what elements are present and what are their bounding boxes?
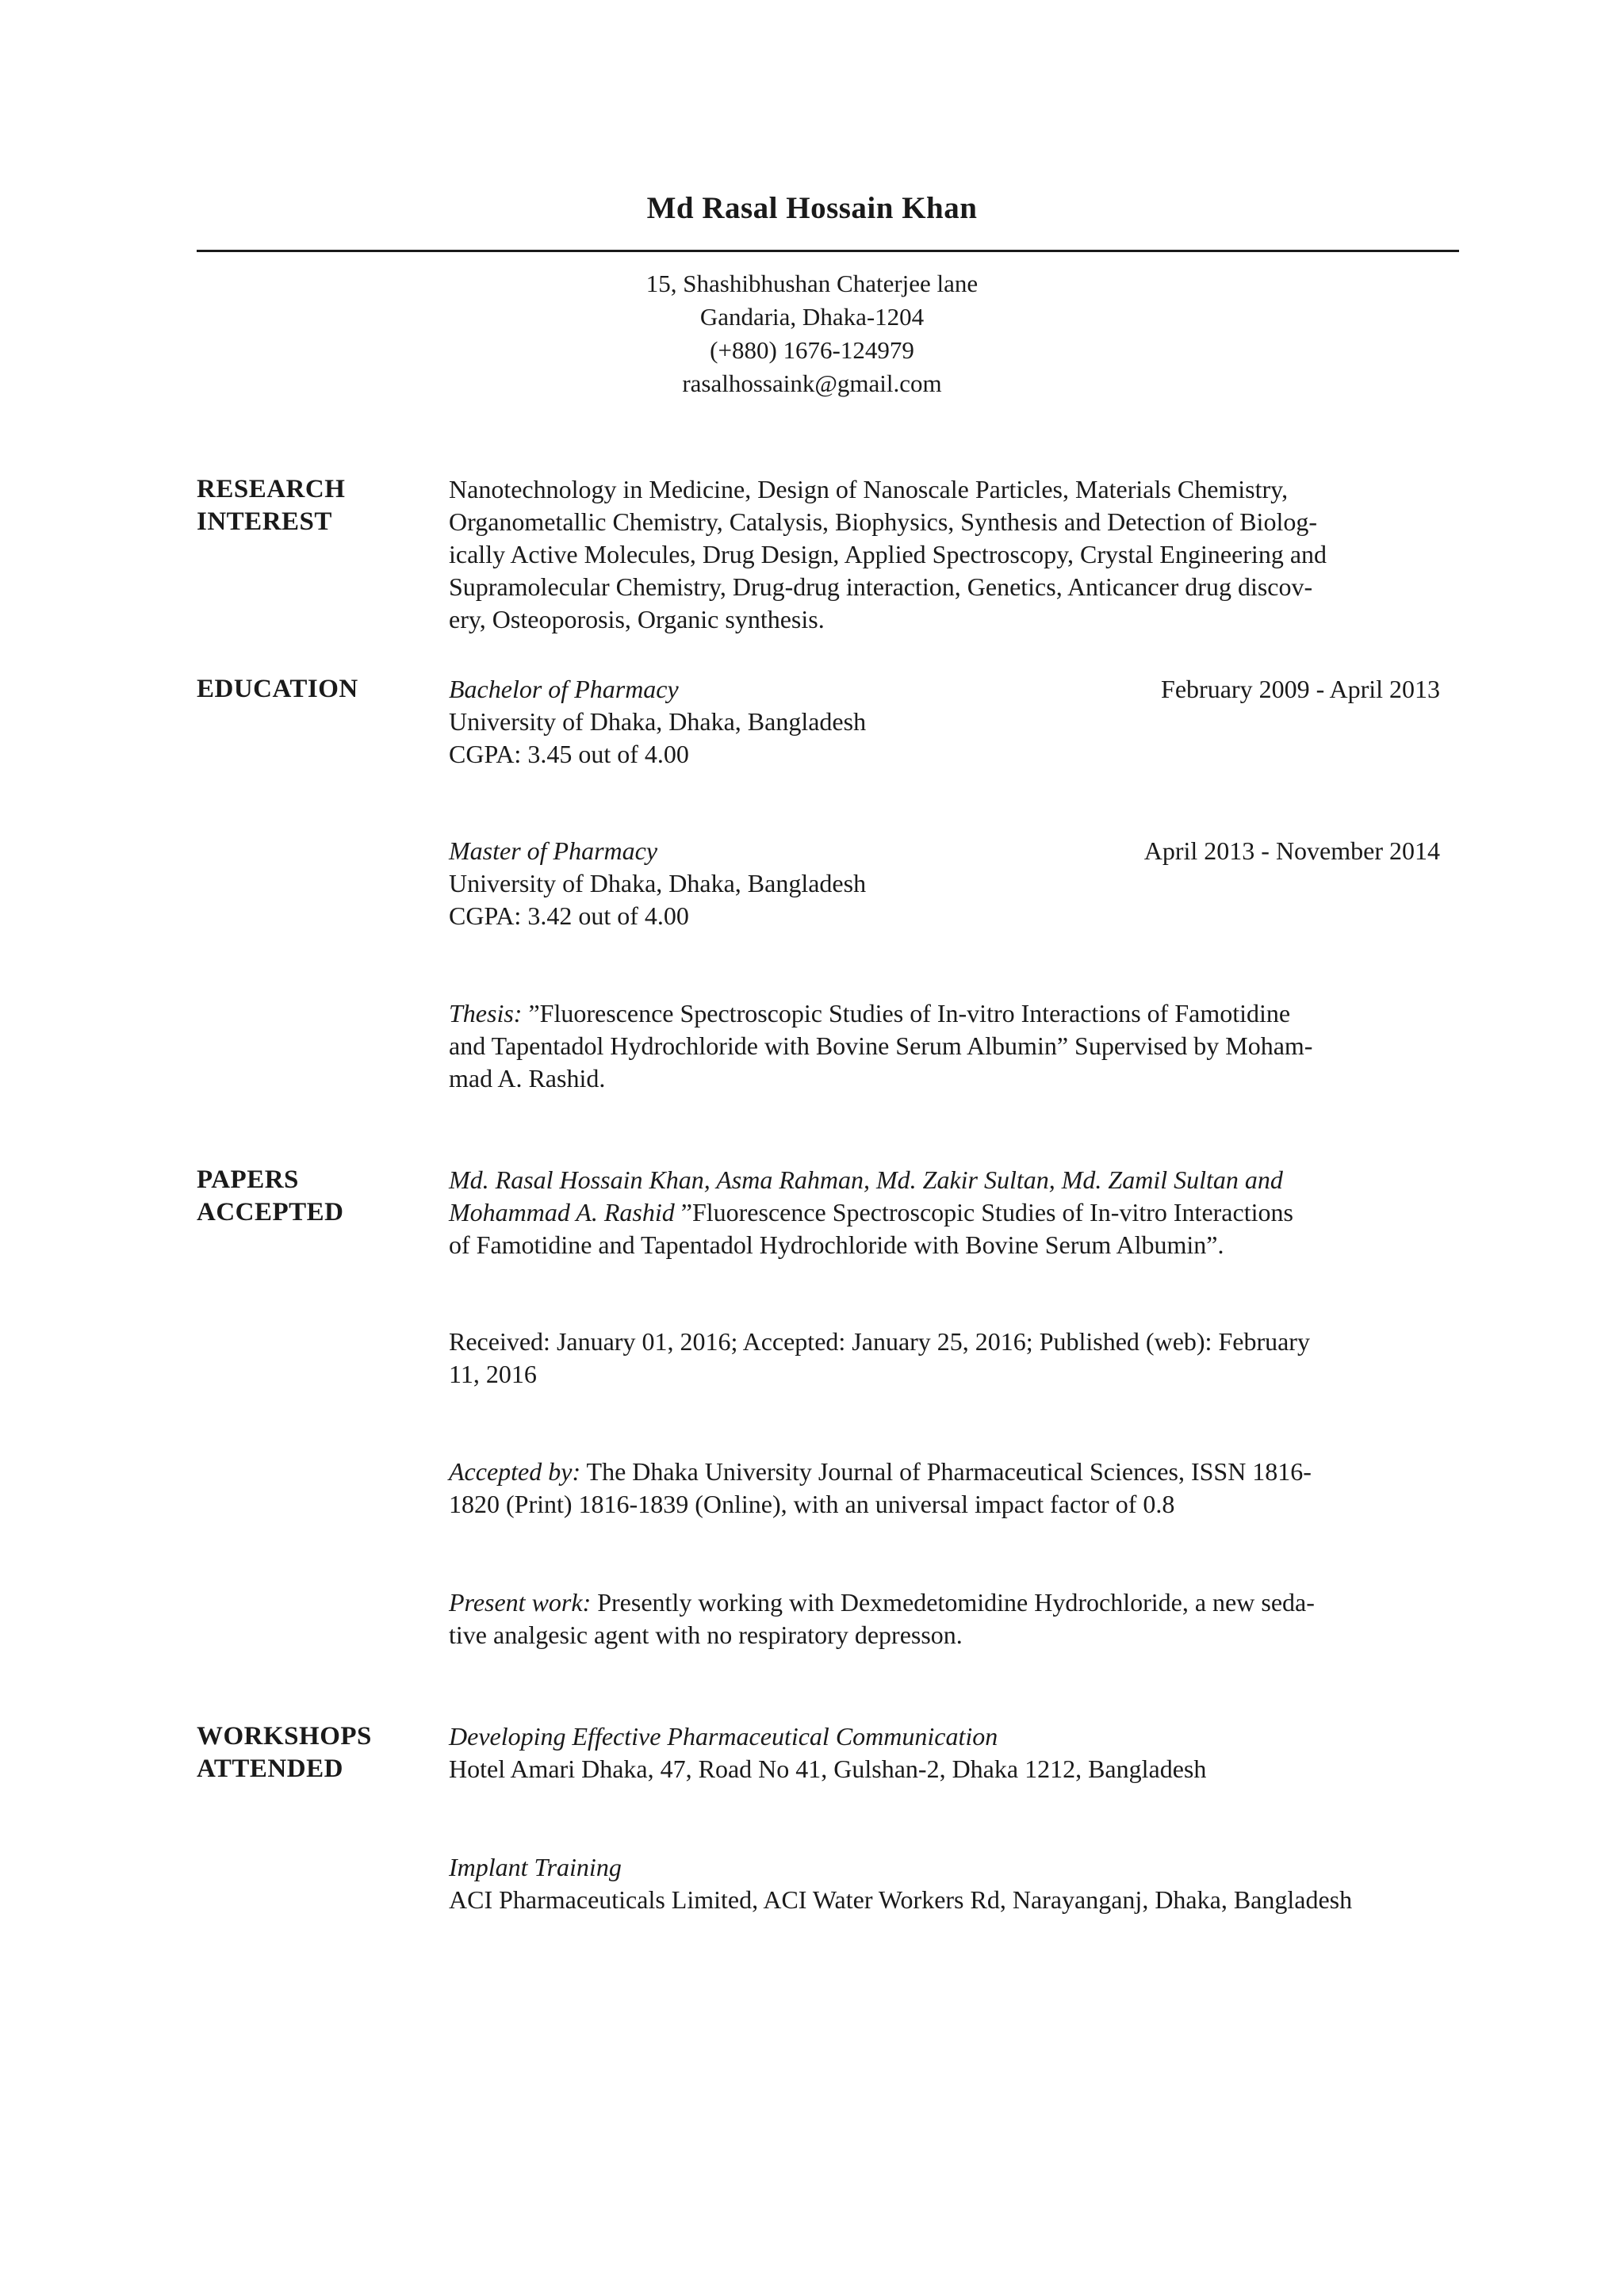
accepted-by-label: Accepted by:: [449, 1457, 581, 1486]
papers-heading-line-2: ACCEPTED: [197, 1198, 344, 1226]
workshop-title: Implant Training: [449, 1853, 622, 1881]
research-line: ically Active Molecules, Drug Design, Applied Spectroscopy, Crystal Engineering and: [449, 540, 1327, 568]
paper-citation: [449, 1164, 1440, 1261]
research-line: Organometallic Chemistry, Catalysis, Biophysics, Synthesis and Detection of Biolog-: [449, 507, 1317, 536]
degree-cgpa: CGPA: 3.42 out of 4.00: [449, 901, 689, 930]
contact-block: [0, 267, 1624, 400]
workshop-location: ACI Pharmaceuticals Limited, ACI Water Workers Rd, Narayanganj, Dhaka, Bangladesh: [449, 1885, 1353, 1914]
accepted-by-text: The Dhaka University Journal of Pharmaceutical Sciences, ISSN 1816-: [580, 1457, 1312, 1486]
cv-name: Md Rasal Hossain Khan: [646, 191, 978, 225]
research-line: Nanotechnology in Medicine, Design of Nanoscale Particles, Materials Chemistry,: [449, 475, 1289, 503]
education-heading: [197, 673, 435, 706]
degree-cgpa: CGPA: 3.45 out of 4.00: [449, 740, 689, 768]
education-degree-bachelor: [449, 673, 1440, 771]
degree-institution: University of Dhaka, Dhaka, Bangladesh: [449, 707, 867, 736]
workshop-item: [449, 1851, 1480, 1916]
research-interest-heading: [197, 473, 435, 538]
present-work: [449, 1586, 1440, 1651]
paper-authors: Mohammad A. Rashid: [449, 1198, 675, 1226]
thesis-block: [449, 997, 1440, 1095]
degree-title: Bachelor of Pharmacy: [449, 675, 679, 703]
research-interest-text: [449, 473, 1440, 636]
thesis-text: and Tapentadol Hydrochloride with Bovine Serum Albumin” Supervised by Moham-: [449, 1031, 1313, 1060]
degree-dates: February 2009 - April 2013: [1161, 675, 1440, 703]
workshops-heading-line-1: WORKSHOPS: [197, 1722, 372, 1751]
present-work-text: Presently working with Dexmedetomidine Hydrochloride, a new seda-: [591, 1588, 1315, 1617]
paper-title: ”Fluorescence Spectroscopic Studies of In-vitro Interactions: [674, 1198, 1293, 1226]
workshops-attended-heading: [197, 1720, 435, 1785]
paper-dates-line: Received: January 01, 2016; Accepted: January 25, 2016; Published (web): February: [449, 1327, 1310, 1356]
paper-authors: Md. Rasal Hossain Khan, Asma Rahman, Md. Zakir Sultan, Md. Zamil Sultan and: [449, 1165, 1283, 1194]
education-heading-text: EDUCATION: [197, 675, 358, 703]
header-rule: [197, 250, 1459, 252]
workshops-heading-line-2: ATTENDED: [197, 1755, 343, 1783]
research-heading-line-1: RESEARCH: [197, 475, 346, 503]
degree-title: Master of Pharmacy: [449, 836, 658, 865]
thesis-text: ”Fluorescence Spectroscopic Studies of In-vitro Interactions of Famotidine: [522, 999, 1291, 1027]
workshop-item: [449, 1720, 1480, 1785]
paper-accepted-by: [449, 1456, 1440, 1521]
papers-accepted-heading: [197, 1164, 435, 1229]
papers-heading-line-1: PAPERS: [197, 1165, 299, 1194]
paper-title: of Famotidine and Tapentadol Hydrochloride with Bovine Serum Albumin”.: [449, 1230, 1224, 1259]
research-heading-line-2: INTEREST: [197, 507, 332, 536]
degree-institution: University of Dhaka, Dhaka, Bangladesh: [449, 869, 867, 897]
accepted-by-text: 1820 (Print) 1816-1839 (Online), with an universal impact factor of 0.8: [449, 1490, 1175, 1518]
address-line-2: Gandaria, Dhaka-1204: [699, 303, 925, 331]
workshop-location: Hotel Amari Dhaka, 47, Road No 41, Gulshan-2, Dhaka 1212, Bangladesh: [449, 1755, 1207, 1783]
education-degree-master: [449, 835, 1440, 932]
thesis-label: Thesis:: [449, 999, 523, 1027]
present-work-text: tive analgesic agent with no respiratory depresson.: [449, 1621, 963, 1649]
phone-number: (+880) 1676-124979: [710, 336, 914, 364]
paper-dates: [449, 1326, 1440, 1391]
email-address: rasalhossaink@gmail.com: [682, 369, 942, 397]
thesis-text: mad A. Rashid.: [449, 1064, 606, 1093]
research-line: Supramolecular Chemistry, Drug-drug interaction, Genetics, Anticancer drug discov-: [449, 572, 1313, 601]
research-line: ery, Osteoporosis, Organic synthesis.: [449, 605, 825, 633]
workshop-title: Developing Effective Pharmaceutical Communication: [449, 1722, 998, 1751]
present-work-label: Present work:: [449, 1588, 592, 1617]
paper-dates-line: 11, 2016: [449, 1360, 537, 1388]
degree-dates: April 2013 - November 2014: [1143, 836, 1440, 865]
address-line-1: 15, Shashibhushan Chaterjee lane: [645, 270, 979, 297]
